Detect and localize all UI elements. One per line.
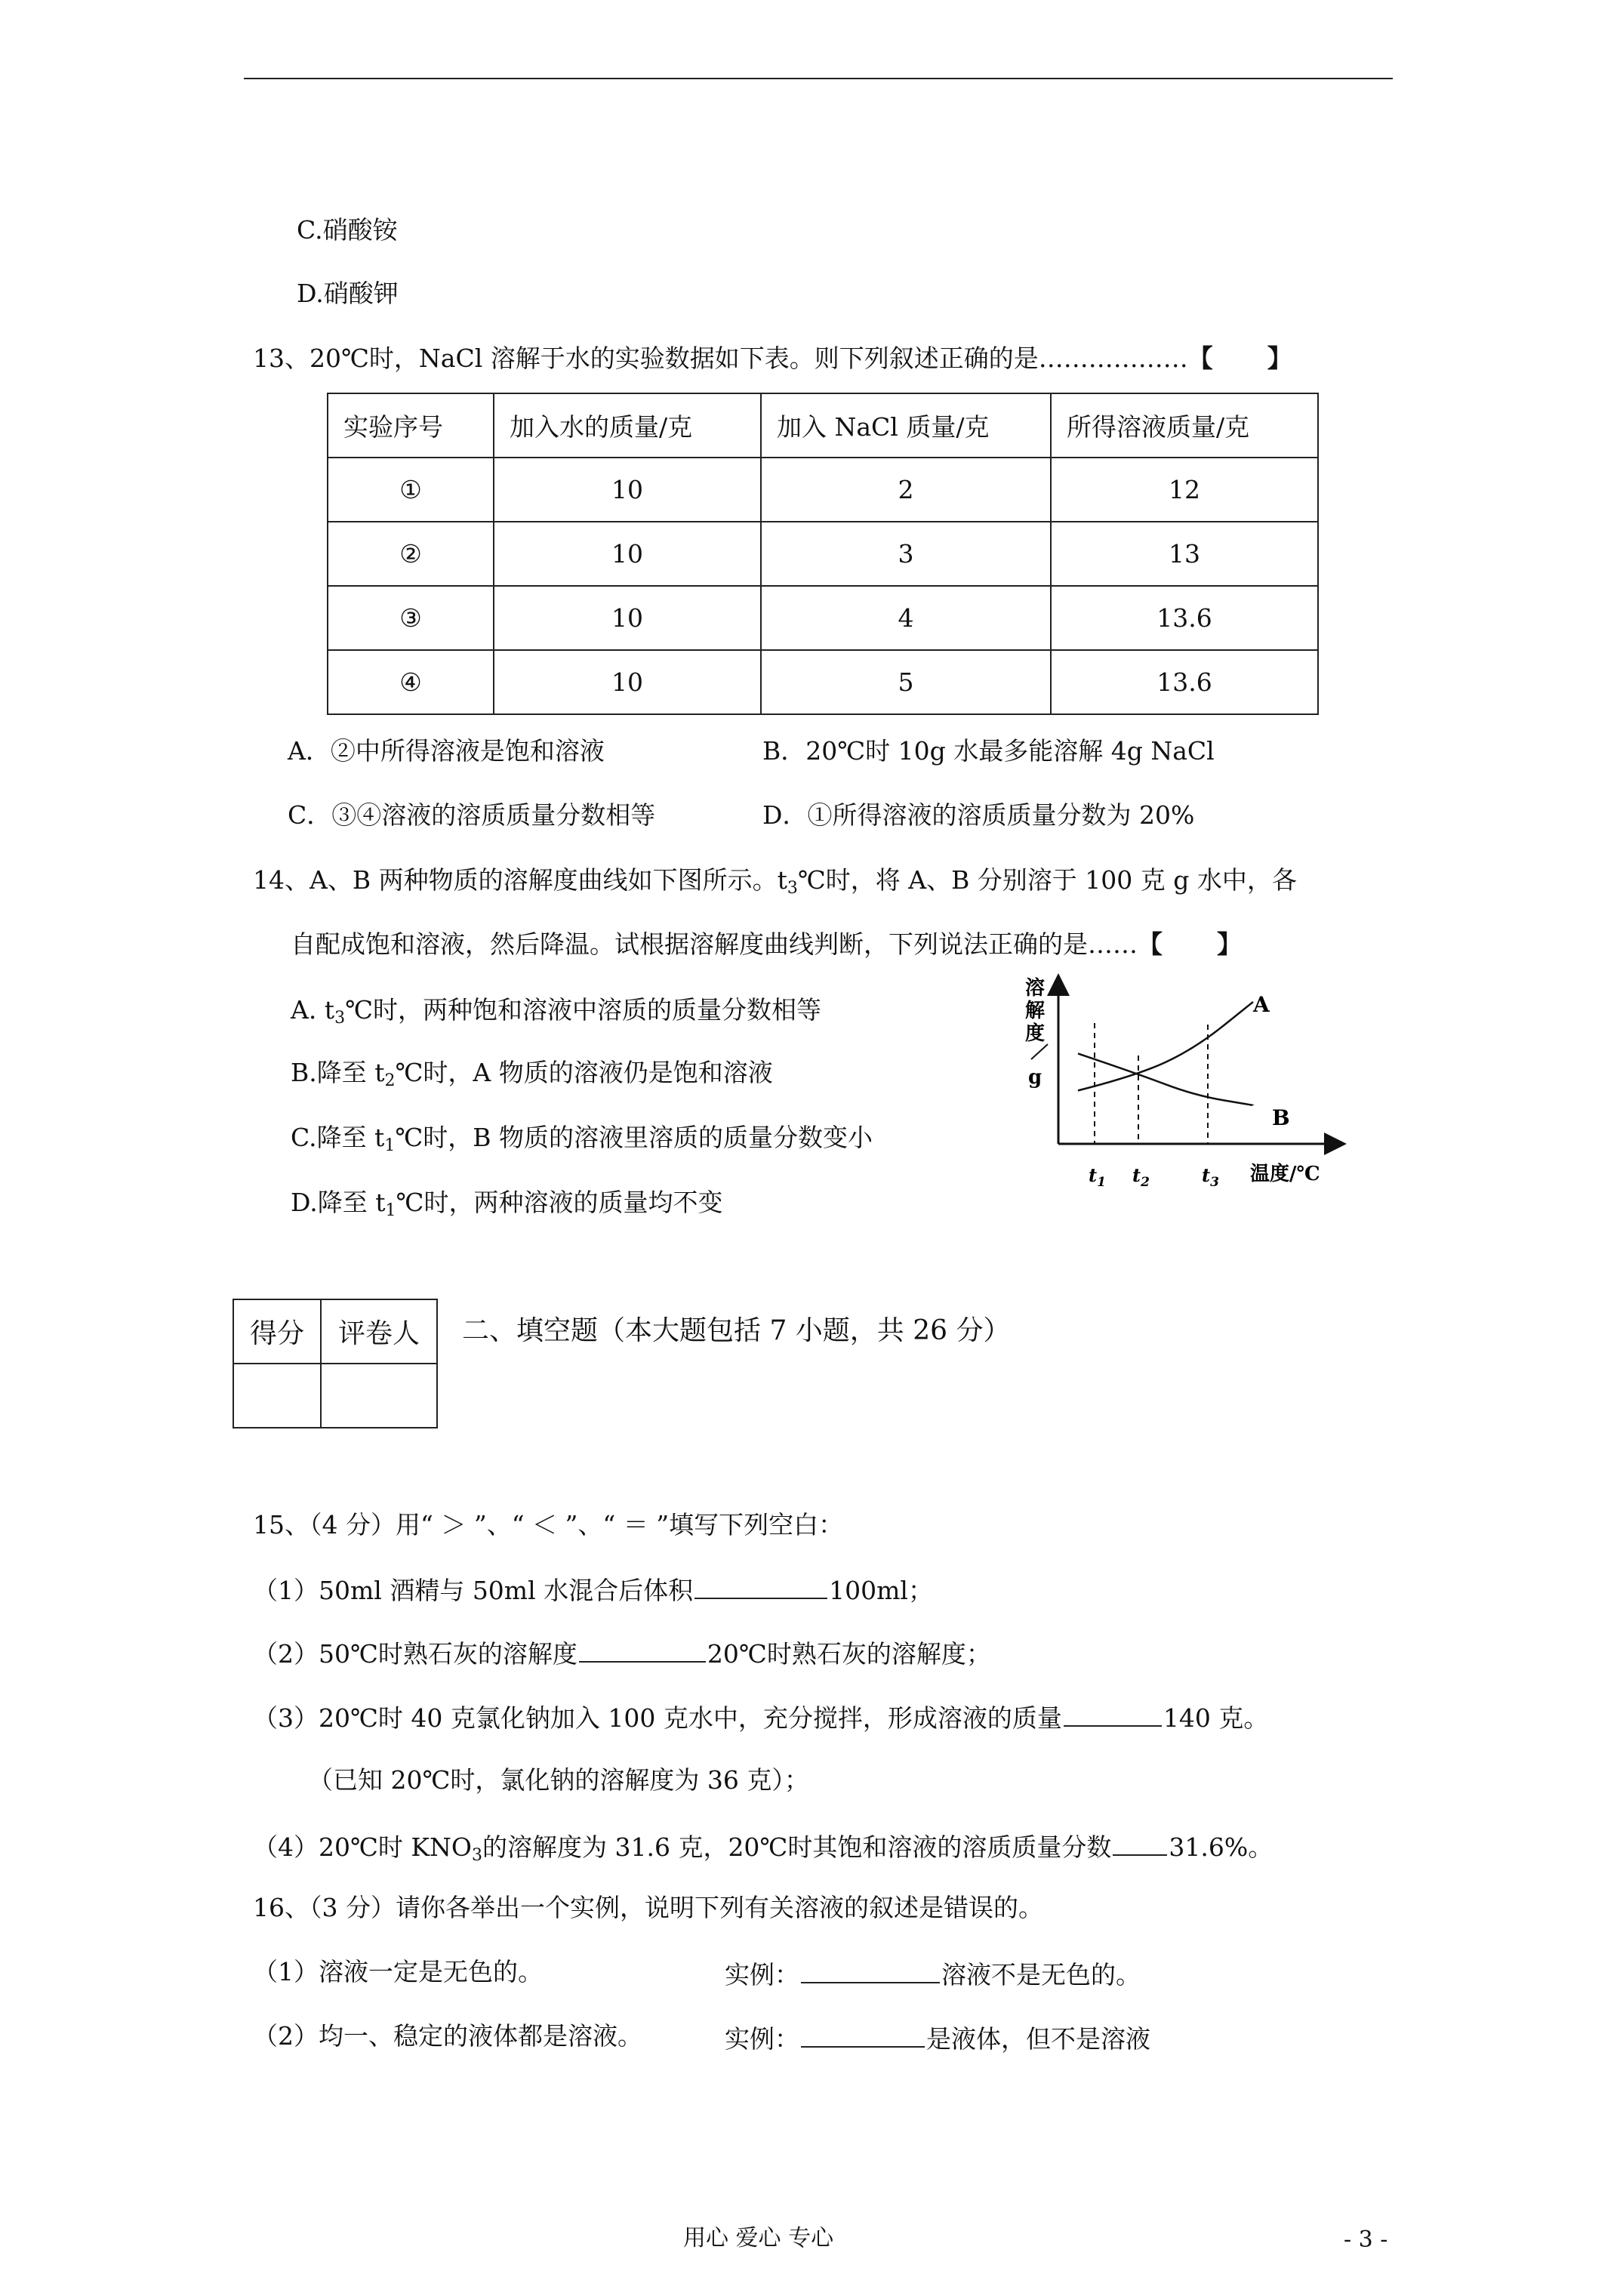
y-label-char: 溶 <box>1025 977 1046 1000</box>
dashed-guides <box>1095 1023 1208 1144</box>
table-row <box>328 586 1318 650</box>
table-row <box>233 1364 437 1428</box>
q13-bracket-open: 【 <box>1187 344 1213 373</box>
line-text: （4）20℃时 KNO <box>253 1832 472 1862</box>
answer-blank[interactable] <box>1064 1703 1162 1727</box>
option-sub: 1 <box>384 1136 396 1155</box>
solubility-chart <box>1004 970 1351 1204</box>
table-row <box>328 522 1318 586</box>
q16-line1-a: （1）溶液一定是无色的。 <box>253 1957 543 1986</box>
line-text: 100ml； <box>829 1576 933 1605</box>
line-text: 140 克。 <box>1163 1703 1269 1733</box>
q15-line2 <box>253 1638 991 1669</box>
q14-stem-text: ℃时，将 A、B 分别溶于 100 克 g 水中，各 <box>797 865 1297 895</box>
score-blank-cell <box>321 1364 437 1428</box>
score-header-cell: 评卷人 <box>321 1299 437 1364</box>
table-row <box>328 458 1318 522</box>
option-sub: 2 <box>384 1071 396 1090</box>
line-text: 是液体，但不是溶液 <box>926 2024 1150 2054</box>
score-header-cell: 得分 <box>233 1299 321 1364</box>
series-label-a: A <box>1253 992 1270 1017</box>
table-cell: 5 <box>761 650 1051 714</box>
table-cell: 13 <box>1051 522 1318 586</box>
q15-line3 <box>253 1703 1269 1733</box>
q16-line1-b <box>725 1959 1141 1987</box>
score-table <box>233 1299 438 1428</box>
y-label-char: 度 <box>1025 1022 1046 1045</box>
line-text: （2）50℃时熟石灰的溶解度 <box>253 1639 577 1669</box>
page-number: - 3 - <box>1344 2227 1388 2253</box>
q13-option-d: D．①所得溶液的溶质质量分数为 20% <box>762 800 1195 830</box>
option-text: C.降至 t <box>291 1123 385 1152</box>
q15-stem: 15、（4 分）用“ ＞ ”、“ ＜ ”、“ ＝ ”填写下列空白： <box>253 1510 844 1539</box>
table-row <box>328 650 1318 714</box>
q15-line1 <box>253 1575 933 1603</box>
q14-option-b <box>291 1058 773 1090</box>
table-cell: 13.6 <box>1051 586 1318 650</box>
option-text: ℃时，两种饱和溶液中溶质的质量分数相等 <box>345 995 821 1025</box>
q13-option-b: B．20℃时 10g 水最多能溶解 4g NaCl <box>762 736 1215 766</box>
answer-blank[interactable] <box>579 1638 706 1663</box>
q14-stem-line2 <box>291 929 1242 959</box>
x-tick-label: $t_2$ <box>1132 1164 1150 1190</box>
option-sub: 3 <box>334 1009 346 1028</box>
line-text: 的溶解度为 31.6 克，20℃时其饱和溶液的溶质质量分数 <box>482 1832 1112 1862</box>
q13-option-c: C．③④溶液的溶质质量分数相等 <box>288 800 656 830</box>
q12-option-c: C.硝酸铵 <box>297 215 398 245</box>
table-cell: ② <box>328 522 494 586</box>
line-text: 31.6%。 <box>1169 1832 1273 1862</box>
answer-blank[interactable] <box>801 1959 940 1983</box>
q13-stem <box>253 346 1292 371</box>
q15-line3-note: （已知 20℃时，氯化钠的溶解度为 36 克）； <box>308 1765 809 1795</box>
line-sub: 3 <box>471 1846 482 1865</box>
q13-bracket-close: 】 <box>1267 344 1292 373</box>
score-blank-cell <box>233 1364 321 1428</box>
q12-option-d: D.硝酸钾 <box>297 279 399 308</box>
q13-option-a: A．②中所得溶液是饱和溶液 <box>288 736 605 766</box>
curve-a <box>1078 1002 1253 1090</box>
table-cell: 4 <box>761 586 1051 650</box>
q14-option-d <box>291 1188 723 1220</box>
option-text: B.降至 t <box>291 1058 385 1087</box>
curves <box>1078 1002 1253 1105</box>
line-text: 实例： <box>725 1960 799 1989</box>
y-label-slash <box>1031 1044 1048 1059</box>
table-cell: ③ <box>328 586 494 650</box>
y-label-unit: g <box>1028 1066 1042 1089</box>
line-text: 20℃时熟石灰的溶解度； <box>707 1639 991 1669</box>
table-row <box>233 1299 437 1364</box>
table-cell: 2 <box>761 458 1051 522</box>
option-text: D.降至 t <box>291 1188 386 1217</box>
line-text: 实例： <box>725 2024 799 2054</box>
q16-line2-b <box>725 2023 1150 2054</box>
table-cell: ① <box>328 458 494 522</box>
q16-stem: 16、（3 分）请你各举出一个实例，说明下列有关溶液的叙述是错误的。 <box>253 1893 1043 1922</box>
line-text: 溶液不是无色的。 <box>941 1960 1141 1989</box>
table-cell: 12 <box>1051 458 1318 522</box>
q14-bracket-close: 】 <box>1217 929 1242 959</box>
q14-option-a <box>291 995 821 1028</box>
option-text: ℃时，A 物质的溶液仍是饱和溶液 <box>395 1058 773 1087</box>
q13-data-table <box>327 393 1319 715</box>
header-rule <box>244 78 1393 79</box>
x-axis-label: 温度/℃ <box>1250 1163 1320 1185</box>
x-tick-label: $t_3$ <box>1202 1164 1219 1190</box>
q14-bracket-open: 【 <box>1138 929 1163 959</box>
answer-blank[interactable] <box>694 1575 827 1599</box>
q14-stem-sub: 3 <box>787 879 798 898</box>
table-cell: 10 <box>494 522 761 586</box>
x-tick-label: $t_1$ <box>1089 1164 1106 1190</box>
table-header-cell: 实验序号 <box>328 393 494 458</box>
q14-stem-text: 自配成饱和溶液，然后降温。试根据溶解度曲线判断，下列说法正确的是…… <box>291 929 1138 959</box>
q15-line4 <box>253 1832 1273 1865</box>
table-header-cell: 所得溶液质量/克 <box>1051 393 1318 458</box>
line-text: （1）50ml 酒精与 50ml 水混合后体积 <box>253 1576 694 1605</box>
table-cell: 3 <box>761 522 1051 586</box>
q16-line2-a: （2）均一、稳定的液体都是溶液。 <box>253 2021 642 2051</box>
answer-blank[interactable] <box>801 2023 925 2048</box>
q13-stem-text: 13、20℃时，NaCl 溶解于水的实验数据如下表。则下列叙述正确的是……………… <box>253 344 1188 373</box>
option-text: ℃时，B 物质的溶液里溶质的质量分数变小 <box>395 1123 873 1152</box>
series-label-b: B <box>1272 1105 1290 1130</box>
line-text: （3）20℃时 40 克氯化钠加入 100 克水中，充分搅拌，形成溶液的质量 <box>253 1703 1062 1733</box>
footer-center: 用心 爱心 专心 <box>683 2225 834 2251</box>
table-header-cell: 加入水的质量/克 <box>494 393 761 458</box>
option-text: A. t <box>291 995 335 1025</box>
q14-stem-line1 <box>253 865 1297 898</box>
table-header-cell: 加入 NaCl 质量/克 <box>761 393 1051 458</box>
answer-blank[interactable] <box>1113 1832 1167 1856</box>
table-cell: 10 <box>494 458 761 522</box>
table-cell: ④ <box>328 650 494 714</box>
option-sub: 1 <box>385 1201 396 1220</box>
table-cell: 13.6 <box>1051 650 1318 714</box>
y-label-char: 解 <box>1025 1000 1046 1022</box>
table-cell: 10 <box>494 586 761 650</box>
table-cell: 10 <box>494 650 761 714</box>
q14-stem-text: 14、A、B 两种物质的溶解度曲线如下图所示。t <box>253 865 787 895</box>
table-header-row <box>328 393 1318 458</box>
option-text: ℃时，两种溶液的质量均不变 <box>396 1188 723 1217</box>
q14-option-c <box>291 1123 873 1155</box>
section2-title: 二、填空题（本大题包括 7 小题，共 26 分） <box>462 1315 1011 1346</box>
